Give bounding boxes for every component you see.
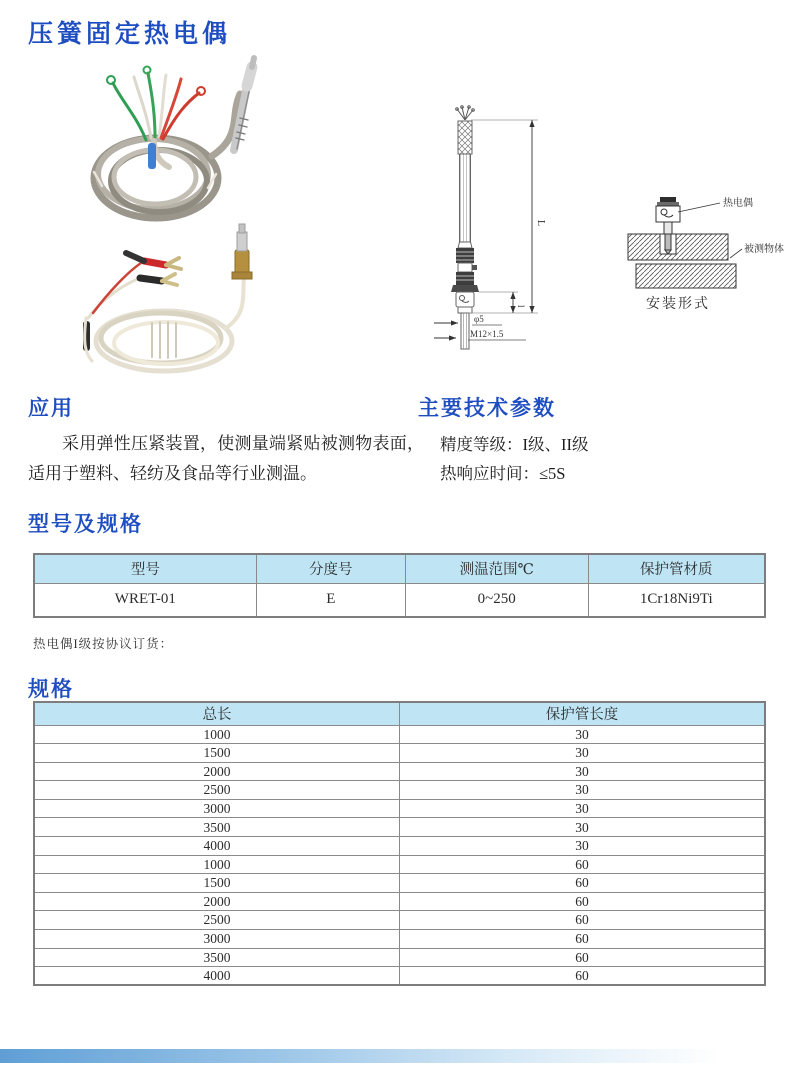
table-row	[34, 967, 765, 986]
spec-heading: 规格	[28, 678, 74, 701]
table-row	[34, 837, 765, 856]
table-cell: 3500	[34, 818, 400, 837]
order-note: 热电偶I级按协议订货：	[33, 637, 174, 651]
install-label-measured-object: 被测物体	[744, 244, 784, 255]
installation-drawing-svg	[604, 192, 796, 314]
dimension-drawing-svg	[420, 104, 610, 356]
table-row	[34, 892, 765, 911]
dimension-drawing	[420, 104, 610, 361]
product-photo-braided-thermocouple	[50, 54, 308, 235]
table-cell: 2000	[34, 762, 400, 781]
table-cell: 1500	[34, 874, 400, 893]
install-label-thermocouple: 热电偶	[723, 198, 753, 209]
application-heading: 应用	[28, 397, 74, 420]
table-cell: 30	[400, 744, 766, 763]
table-cell: 4000	[34, 837, 400, 856]
table-row	[34, 948, 765, 967]
dim-label-l: l	[516, 305, 526, 308]
column-header-total-length: 总长	[34, 702, 400, 725]
table-header-row	[34, 554, 765, 583]
table-row	[34, 583, 765, 617]
installation-drawing	[604, 192, 796, 319]
table-row	[34, 799, 765, 818]
table-cell: 30	[400, 725, 766, 744]
table-cell: 30	[400, 781, 766, 800]
dim-label-diameter: φ5	[474, 314, 484, 324]
table-cell: 60	[400, 911, 766, 930]
column-header-index: 分度号	[256, 554, 405, 583]
table-cell: 60	[400, 874, 766, 893]
table-cell-index: E	[256, 583, 405, 617]
table-cell-material: 1Cr18Ni9Ti	[588, 583, 765, 617]
table-row	[34, 762, 765, 781]
column-header-range: 测温范围℃	[405, 554, 588, 583]
table-row	[34, 874, 765, 893]
tech-params-heading: 主要技术参数	[418, 397, 556, 420]
table-row	[34, 930, 765, 949]
model-spec-table	[33, 553, 766, 618]
braided-thermocouple-image	[50, 54, 308, 230]
table-cell: 60	[400, 967, 766, 986]
column-header-model: 型号	[34, 554, 256, 583]
footer-gradient-bar	[0, 1049, 800, 1063]
table-cell: 30	[400, 799, 766, 818]
table-cell-model: WRET-01	[34, 583, 256, 617]
white-cable-thermocouple-image	[46, 222, 314, 380]
tech-params-lines	[440, 431, 588, 489]
table-cell: 60	[400, 948, 766, 967]
table-row	[34, 744, 765, 763]
table-cell: 3000	[34, 930, 400, 949]
table-cell: 30	[400, 762, 766, 781]
table-header-row	[34, 702, 765, 725]
table-cell: 1000	[34, 855, 400, 874]
table-cell: 2500	[34, 911, 400, 930]
table-cell: 60	[400, 855, 766, 874]
table-row	[34, 781, 765, 800]
table-cell: 1000	[34, 725, 400, 744]
column-header-tube-length: 保护管长度	[400, 702, 766, 725]
table-row	[34, 818, 765, 837]
dim-label-L: L	[535, 220, 546, 227]
table-cell: 30	[400, 818, 766, 837]
table-cell: 4000	[34, 967, 400, 986]
model-spec-heading: 型号及规格	[28, 513, 143, 536]
tech-param-accuracy: 精度等级：I级、II级	[440, 435, 589, 454]
table-cell: 60	[400, 930, 766, 949]
column-header-material: 保护管材质	[588, 554, 765, 583]
table-cell: 2500	[34, 781, 400, 800]
spec-table	[33, 701, 766, 986]
table-cell: 3500	[34, 948, 400, 967]
table-row	[34, 855, 765, 874]
table-cell: 60	[400, 892, 766, 911]
table-cell: 2000	[34, 892, 400, 911]
table-cell: 3000	[34, 799, 400, 818]
product-photo-white-cable-thermocouple	[46, 222, 314, 385]
table-row	[34, 911, 765, 930]
install-caption: 安装形式	[646, 297, 710, 312]
dim-label-thread: M12×1.5	[470, 329, 504, 339]
table-cell-range: 0~250	[405, 583, 588, 617]
table-cell: 1500	[34, 744, 400, 763]
page-title: 压簧固定热电偶	[28, 20, 232, 48]
table-cell: 30	[400, 837, 766, 856]
application-body: 采用弹性压紧装置，使测量端紧贴被测物表面，适用于塑料、轻纺及食品等行业测温。	[28, 434, 424, 483]
table-row	[34, 725, 765, 744]
tech-param-response-time: 热响应时间：≤5S	[440, 463, 566, 483]
